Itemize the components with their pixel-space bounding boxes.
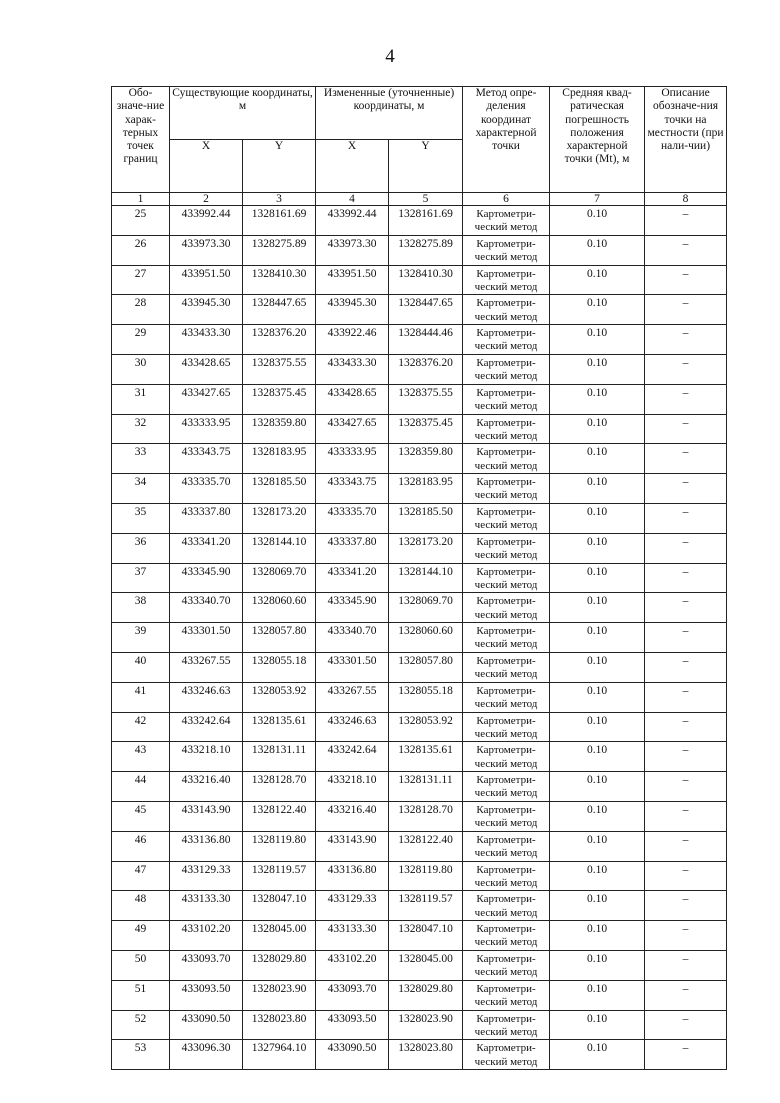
cell-changed-y: 1328119.57 bbox=[389, 891, 463, 921]
cell-description: – bbox=[645, 682, 727, 712]
cell-changed-y: 1328447.65 bbox=[389, 295, 463, 325]
cell-existing-x: 433216.40 bbox=[170, 772, 243, 802]
cell-changed-y: 1328183.95 bbox=[389, 474, 463, 504]
cell-mean-error: 0.10 bbox=[550, 414, 645, 444]
cell-existing-y: 1328023.90 bbox=[243, 980, 316, 1010]
cell-description: – bbox=[645, 652, 727, 682]
cell-changed-y: 1328128.70 bbox=[389, 801, 463, 831]
table-row bbox=[112, 325, 727, 355]
table-row bbox=[112, 354, 727, 384]
cell-description: – bbox=[645, 712, 727, 742]
cell-method: Картометри-ческий метод bbox=[463, 652, 550, 682]
cell-description: – bbox=[645, 980, 727, 1010]
cell-point-id: 29 bbox=[112, 325, 170, 355]
cell-existing-x: 433143.90 bbox=[170, 801, 243, 831]
column-number: 3 bbox=[243, 193, 316, 206]
cell-method: Картометри-ческий метод bbox=[463, 593, 550, 623]
cell-mean-error: 0.10 bbox=[550, 1010, 645, 1040]
cell-point-id: 51 bbox=[112, 980, 170, 1010]
cell-changed-y: 1328144.10 bbox=[389, 563, 463, 593]
cell-mean-error: 0.10 bbox=[550, 921, 645, 951]
cell-method: Картометри-ческий метод bbox=[463, 772, 550, 802]
cell-method: Картометри-ческий метод bbox=[463, 503, 550, 533]
cell-method: Картометри-ческий метод bbox=[463, 265, 550, 295]
cell-existing-x: 433129.33 bbox=[170, 861, 243, 891]
cell-method: Картометри-ческий метод bbox=[463, 295, 550, 325]
cell-changed-y: 1328444.46 bbox=[389, 325, 463, 355]
cell-changed-x: 433090.50 bbox=[316, 1040, 389, 1070]
cell-existing-x: 433973.30 bbox=[170, 235, 243, 265]
cell-mean-error: 0.10 bbox=[550, 295, 645, 325]
cell-existing-x: 433093.50 bbox=[170, 980, 243, 1010]
cell-method: Картометри-ческий метод bbox=[463, 891, 550, 921]
cell-point-id: 26 bbox=[112, 235, 170, 265]
cell-changed-x: 433945.30 bbox=[316, 295, 389, 325]
table-row bbox=[112, 265, 727, 295]
cell-mean-error: 0.10 bbox=[550, 384, 645, 414]
cell-changed-y: 1328069.70 bbox=[389, 593, 463, 623]
cell-mean-error: 0.10 bbox=[550, 593, 645, 623]
cell-existing-x: 433337.80 bbox=[170, 503, 243, 533]
cell-method: Картометри-ческий метод bbox=[463, 1010, 550, 1040]
column-number: 6 bbox=[463, 193, 550, 206]
cell-mean-error: 0.10 bbox=[550, 891, 645, 921]
cell-method: Картометри-ческий метод bbox=[463, 563, 550, 593]
cell-point-id: 44 bbox=[112, 772, 170, 802]
cell-changed-y: 1328161.69 bbox=[389, 206, 463, 236]
column-number: 7 bbox=[550, 193, 645, 206]
cell-point-id: 53 bbox=[112, 1040, 170, 1070]
cell-description: – bbox=[645, 891, 727, 921]
table-row bbox=[112, 950, 727, 980]
cell-mean-error: 0.10 bbox=[550, 772, 645, 802]
cell-changed-y: 1328053.92 bbox=[389, 712, 463, 742]
cell-point-id: 46 bbox=[112, 831, 170, 861]
column-number: 2 bbox=[170, 193, 243, 206]
header-point-designation: Обо-значе-ние харак-терных точек границ bbox=[112, 87, 170, 193]
cell-existing-y: 1328122.40 bbox=[243, 801, 316, 831]
table-row bbox=[112, 235, 727, 265]
table-row bbox=[112, 503, 727, 533]
cell-existing-y: 1328128.70 bbox=[243, 772, 316, 802]
table-row bbox=[112, 1010, 727, 1040]
cell-description: – bbox=[645, 921, 727, 951]
table-row bbox=[112, 384, 727, 414]
cell-point-id: 40 bbox=[112, 652, 170, 682]
cell-description: – bbox=[645, 1040, 727, 1070]
cell-mean-error: 0.10 bbox=[550, 950, 645, 980]
cell-changed-x: 433093.50 bbox=[316, 1010, 389, 1040]
cell-point-id: 27 bbox=[112, 265, 170, 295]
cell-method: Картометри-ческий метод bbox=[463, 474, 550, 504]
cell-existing-x: 433096.30 bbox=[170, 1040, 243, 1070]
cell-point-id: 52 bbox=[112, 1010, 170, 1040]
cell-existing-y: 1328045.00 bbox=[243, 921, 316, 951]
cell-mean-error: 0.10 bbox=[550, 801, 645, 831]
header-changed-coordinates: Измененные (уточненные) координаты, м bbox=[316, 87, 463, 140]
cell-changed-y: 1328045.00 bbox=[389, 950, 463, 980]
cell-description: – bbox=[645, 831, 727, 861]
cell-existing-x: 433992.44 bbox=[170, 206, 243, 236]
cell-existing-x: 433090.50 bbox=[170, 1010, 243, 1040]
cell-existing-x: 433102.20 bbox=[170, 921, 243, 951]
cell-method: Картометри-ческий метод bbox=[463, 235, 550, 265]
cell-existing-y: 1328161.69 bbox=[243, 206, 316, 236]
table-row bbox=[112, 712, 727, 742]
cell-existing-x: 433301.50 bbox=[170, 623, 243, 653]
cell-description: – bbox=[645, 474, 727, 504]
cell-point-id: 28 bbox=[112, 295, 170, 325]
cell-existing-x: 433333.95 bbox=[170, 414, 243, 444]
cell-changed-y: 1328173.20 bbox=[389, 533, 463, 563]
cell-changed-y: 1328047.10 bbox=[389, 921, 463, 951]
table-row bbox=[112, 444, 727, 474]
cell-existing-x: 433093.70 bbox=[170, 950, 243, 980]
cell-existing-x: 433345.90 bbox=[170, 563, 243, 593]
cell-changed-x: 433242.64 bbox=[316, 742, 389, 772]
cell-changed-x: 433218.10 bbox=[316, 772, 389, 802]
cell-changed-x: 433992.44 bbox=[316, 206, 389, 236]
cell-method: Картометри-ческий метод bbox=[463, 861, 550, 891]
header-method: Метод опре-деления координат характерной точки bbox=[463, 87, 550, 193]
cell-point-id: 45 bbox=[112, 801, 170, 831]
cell-method: Картометри-ческий метод bbox=[463, 831, 550, 861]
cell-existing-y: 1328359.80 bbox=[243, 414, 316, 444]
cell-existing-y: 1328144.10 bbox=[243, 533, 316, 563]
cell-method: Картометри-ческий метод bbox=[463, 980, 550, 1010]
cell-point-id: 38 bbox=[112, 593, 170, 623]
cell-description: – bbox=[645, 384, 727, 414]
cell-existing-y: 1328057.80 bbox=[243, 623, 316, 653]
cell-point-id: 47 bbox=[112, 861, 170, 891]
cell-point-id: 48 bbox=[112, 891, 170, 921]
cell-mean-error: 0.10 bbox=[550, 831, 645, 861]
cell-existing-y: 1328055.18 bbox=[243, 652, 316, 682]
cell-existing-y: 1328119.57 bbox=[243, 861, 316, 891]
cell-changed-x: 433143.90 bbox=[316, 831, 389, 861]
cell-changed-y: 1328023.90 bbox=[389, 1010, 463, 1040]
table-row bbox=[112, 891, 727, 921]
cell-existing-y: 1328135.61 bbox=[243, 712, 316, 742]
cell-changed-y: 1328410.30 bbox=[389, 265, 463, 295]
cell-method: Картометри-ческий метод bbox=[463, 325, 550, 355]
coordinates-table bbox=[111, 86, 727, 1070]
header-existing-x: X bbox=[170, 140, 243, 193]
cell-existing-y: 1328185.50 bbox=[243, 474, 316, 504]
cell-existing-y: 1328183.95 bbox=[243, 444, 316, 474]
cell-point-id: 50 bbox=[112, 950, 170, 980]
cell-method: Картометри-ческий метод bbox=[463, 1040, 550, 1070]
cell-existing-x: 433945.30 bbox=[170, 295, 243, 325]
cell-changed-y: 1328135.61 bbox=[389, 742, 463, 772]
cell-description: – bbox=[645, 623, 727, 653]
cell-method: Картометри-ческий метод bbox=[463, 801, 550, 831]
page-number: 4 bbox=[385, 46, 395, 67]
column-number-row bbox=[112, 193, 727, 206]
cell-existing-y: 1327964.10 bbox=[243, 1040, 316, 1070]
cell-changed-y: 1328122.40 bbox=[389, 831, 463, 861]
cell-changed-x: 433428.65 bbox=[316, 384, 389, 414]
cell-point-id: 35 bbox=[112, 503, 170, 533]
table-body bbox=[112, 206, 727, 1070]
cell-changed-x: 433345.90 bbox=[316, 593, 389, 623]
cell-mean-error: 0.10 bbox=[550, 652, 645, 682]
column-number: 4 bbox=[316, 193, 389, 206]
cell-changed-x: 433335.70 bbox=[316, 503, 389, 533]
cell-existing-y: 1328173.20 bbox=[243, 503, 316, 533]
cell-changed-x: 433433.30 bbox=[316, 354, 389, 384]
cell-point-id: 25 bbox=[112, 206, 170, 236]
cell-method: Картометри-ческий метод bbox=[463, 414, 550, 444]
cell-changed-y: 1328060.60 bbox=[389, 623, 463, 653]
cell-point-id: 34 bbox=[112, 474, 170, 504]
cell-mean-error: 0.10 bbox=[550, 563, 645, 593]
cell-description: – bbox=[645, 861, 727, 891]
cell-changed-y: 1328375.45 bbox=[389, 414, 463, 444]
cell-description: – bbox=[645, 1010, 727, 1040]
cell-mean-error: 0.10 bbox=[550, 623, 645, 653]
cell-mean-error: 0.10 bbox=[550, 861, 645, 891]
cell-existing-x: 433246.63 bbox=[170, 682, 243, 712]
cell-existing-x: 433242.64 bbox=[170, 712, 243, 742]
table-row bbox=[112, 295, 727, 325]
table-row bbox=[112, 980, 727, 1010]
table-row bbox=[112, 652, 727, 682]
cell-description: – bbox=[645, 563, 727, 593]
cell-method: Картометри-ческий метод bbox=[463, 742, 550, 772]
cell-mean-error: 0.10 bbox=[550, 235, 645, 265]
cell-description: – bbox=[645, 325, 727, 355]
cell-changed-x: 433341.20 bbox=[316, 563, 389, 593]
cell-point-id: 33 bbox=[112, 444, 170, 474]
cell-changed-y: 1328023.80 bbox=[389, 1040, 463, 1070]
cell-changed-y: 1328185.50 bbox=[389, 503, 463, 533]
cell-existing-x: 433335.70 bbox=[170, 474, 243, 504]
table-row bbox=[112, 772, 727, 802]
header-existing-y: Y bbox=[243, 140, 316, 193]
column-number: 5 bbox=[389, 193, 463, 206]
cell-changed-y: 1328119.80 bbox=[389, 861, 463, 891]
table-row bbox=[112, 861, 727, 891]
column-number: 1 bbox=[112, 193, 170, 206]
cell-existing-x: 433433.30 bbox=[170, 325, 243, 355]
cell-method: Картометри-ческий метод bbox=[463, 354, 550, 384]
cell-description: – bbox=[645, 414, 727, 444]
cell-changed-x: 433129.33 bbox=[316, 891, 389, 921]
table-row bbox=[112, 533, 727, 563]
cell-method: Картометри-ческий метод bbox=[463, 712, 550, 742]
cell-changed-x: 433922.46 bbox=[316, 325, 389, 355]
cell-method: Картометри-ческий метод bbox=[463, 921, 550, 951]
cell-mean-error: 0.10 bbox=[550, 980, 645, 1010]
cell-changed-x: 433333.95 bbox=[316, 444, 389, 474]
table-row bbox=[112, 682, 727, 712]
table-row bbox=[112, 921, 727, 951]
cell-existing-y: 1328447.65 bbox=[243, 295, 316, 325]
cell-changed-x: 433973.30 bbox=[316, 235, 389, 265]
cell-point-id: 41 bbox=[112, 682, 170, 712]
column-number: 8 bbox=[645, 193, 727, 206]
cell-changed-x: 433133.30 bbox=[316, 921, 389, 951]
cell-existing-y: 1328410.30 bbox=[243, 265, 316, 295]
cell-mean-error: 0.10 bbox=[550, 354, 645, 384]
cell-changed-x: 433343.75 bbox=[316, 474, 389, 504]
cell-point-id: 39 bbox=[112, 623, 170, 653]
cell-mean-error: 0.10 bbox=[550, 682, 645, 712]
cell-existing-y: 1328375.45 bbox=[243, 384, 316, 414]
cell-mean-error: 0.10 bbox=[550, 444, 645, 474]
cell-existing-x: 433218.10 bbox=[170, 742, 243, 772]
header-mean-error: Средняя квад-ратическая погрешность положения характерной точки (Mt), м bbox=[550, 87, 645, 193]
cell-changed-x: 433951.50 bbox=[316, 265, 389, 295]
cell-point-id: 43 bbox=[112, 742, 170, 772]
cell-changed-y: 1328275.89 bbox=[389, 235, 463, 265]
cell-description: – bbox=[645, 593, 727, 623]
cell-changed-y: 1328055.18 bbox=[389, 682, 463, 712]
table-row bbox=[112, 593, 727, 623]
header-existing-coordinates: Существующие координаты, м bbox=[170, 87, 316, 140]
cell-description: – bbox=[645, 533, 727, 563]
cell-description: – bbox=[645, 503, 727, 533]
table-row bbox=[112, 563, 727, 593]
cell-point-id: 30 bbox=[112, 354, 170, 384]
header-description: Описание обозначе-ния точки на местности (при нали-чии) bbox=[645, 87, 727, 193]
cell-existing-x: 433343.75 bbox=[170, 444, 243, 474]
table-row bbox=[112, 1040, 727, 1070]
cell-existing-y: 1328131.11 bbox=[243, 742, 316, 772]
cell-mean-error: 0.10 bbox=[550, 474, 645, 504]
cell-changed-y: 1328057.80 bbox=[389, 652, 463, 682]
cell-existing-y: 1328376.20 bbox=[243, 325, 316, 355]
cell-method: Картометри-ческий метод bbox=[463, 623, 550, 653]
table-row bbox=[112, 414, 727, 444]
cell-changed-x: 433267.55 bbox=[316, 682, 389, 712]
cell-existing-x: 433136.80 bbox=[170, 831, 243, 861]
cell-mean-error: 0.10 bbox=[550, 265, 645, 295]
cell-existing-y: 1328060.60 bbox=[243, 593, 316, 623]
cell-mean-error: 0.10 bbox=[550, 742, 645, 772]
cell-mean-error: 0.10 bbox=[550, 206, 645, 236]
cell-changed-x: 433246.63 bbox=[316, 712, 389, 742]
table-row bbox=[112, 623, 727, 653]
cell-existing-y: 1328029.80 bbox=[243, 950, 316, 980]
cell-description: – bbox=[645, 742, 727, 772]
cell-description: – bbox=[645, 265, 727, 295]
cell-changed-x: 433102.20 bbox=[316, 950, 389, 980]
cell-point-id: 49 bbox=[112, 921, 170, 951]
header-changed-y: Y bbox=[389, 140, 463, 193]
cell-method: Картометри-ческий метод bbox=[463, 533, 550, 563]
cell-changed-y: 1328131.11 bbox=[389, 772, 463, 802]
cell-existing-x: 433428.65 bbox=[170, 354, 243, 384]
table-row bbox=[112, 206, 727, 236]
table-row bbox=[112, 742, 727, 772]
cell-changed-x: 433136.80 bbox=[316, 861, 389, 891]
cell-existing-y: 1328047.10 bbox=[243, 891, 316, 921]
cell-existing-y: 1328053.92 bbox=[243, 682, 316, 712]
cell-description: – bbox=[645, 444, 727, 474]
cell-method: Картометри-ческий метод bbox=[463, 682, 550, 712]
cell-description: – bbox=[645, 235, 727, 265]
cell-changed-x: 433340.70 bbox=[316, 623, 389, 653]
table-row bbox=[112, 801, 727, 831]
table-row bbox=[112, 474, 727, 504]
cell-existing-x: 433340.70 bbox=[170, 593, 243, 623]
cell-existing-y: 1328069.70 bbox=[243, 563, 316, 593]
cell-mean-error: 0.10 bbox=[550, 533, 645, 563]
cell-existing-x: 433267.55 bbox=[170, 652, 243, 682]
cell-point-id: 32 bbox=[112, 414, 170, 444]
cell-existing-y: 1328023.80 bbox=[243, 1010, 316, 1040]
cell-existing-y: 1328375.55 bbox=[243, 354, 316, 384]
cell-method: Картометри-ческий метод bbox=[463, 384, 550, 414]
header-changed-x: X bbox=[316, 140, 389, 193]
cell-changed-x: 433427.65 bbox=[316, 414, 389, 444]
cell-existing-x: 433341.20 bbox=[170, 533, 243, 563]
cell-changed-y: 1328029.80 bbox=[389, 980, 463, 1010]
cell-description: – bbox=[645, 950, 727, 980]
table-row bbox=[112, 831, 727, 861]
cell-existing-x: 433951.50 bbox=[170, 265, 243, 295]
cell-method: Картометри-ческий метод bbox=[463, 950, 550, 980]
cell-changed-y: 1328359.80 bbox=[389, 444, 463, 474]
cell-existing-y: 1328119.80 bbox=[243, 831, 316, 861]
cell-changed-x: 433301.50 bbox=[316, 652, 389, 682]
cell-point-id: 31 bbox=[112, 384, 170, 414]
cell-mean-error: 0.10 bbox=[550, 1040, 645, 1070]
cell-description: – bbox=[645, 772, 727, 802]
cell-existing-y: 1328275.89 bbox=[243, 235, 316, 265]
cell-point-id: 37 bbox=[112, 563, 170, 593]
cell-changed-y: 1328375.55 bbox=[389, 384, 463, 414]
cell-point-id: 36 bbox=[112, 533, 170, 563]
cell-point-id: 42 bbox=[112, 712, 170, 742]
cell-mean-error: 0.10 bbox=[550, 503, 645, 533]
cell-description: – bbox=[645, 295, 727, 325]
cell-changed-x: 433337.80 bbox=[316, 533, 389, 563]
cell-existing-x: 433427.65 bbox=[170, 384, 243, 414]
cell-changed-x: 433216.40 bbox=[316, 801, 389, 831]
cell-changed-y: 1328376.20 bbox=[389, 354, 463, 384]
cell-method: Картометри-ческий метод bbox=[463, 444, 550, 474]
cell-existing-x: 433133.30 bbox=[170, 891, 243, 921]
cell-method: Картометри-ческий метод bbox=[463, 206, 550, 236]
cell-description: – bbox=[645, 206, 727, 236]
cell-description: – bbox=[645, 354, 727, 384]
cell-description: – bbox=[645, 801, 727, 831]
cell-mean-error: 0.10 bbox=[550, 325, 645, 355]
cell-changed-x: 433093.70 bbox=[316, 980, 389, 1010]
cell-mean-error: 0.10 bbox=[550, 712, 645, 742]
